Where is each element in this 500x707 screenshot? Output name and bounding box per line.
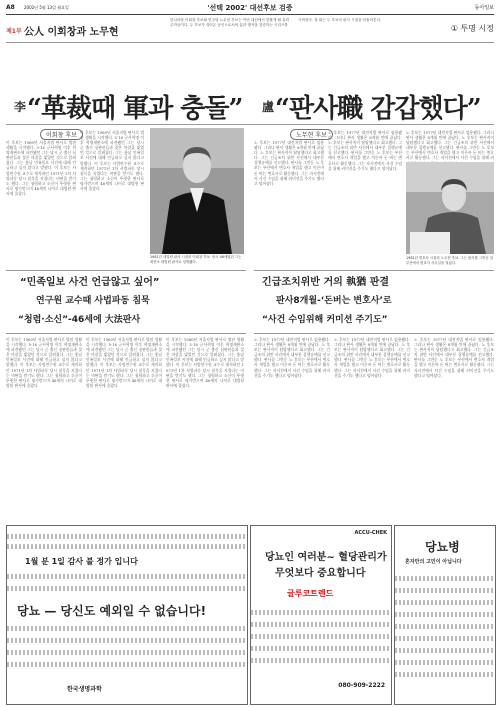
page-number: A8 <box>6 4 15 11</box>
divider <box>254 333 494 334</box>
divider <box>6 42 494 43</box>
right-subhead-1: 긴급조치위반 거의 執猶 판결 <box>262 277 390 288</box>
right-prefix: 盧 <box>262 100 274 114</box>
issue-date: 2002년 5월 13일 월요일 <box>24 5 69 10</box>
left-subhead-2: 연구원 교수때 사법파동 침묵 <box>36 296 150 306</box>
left-prefix: 李 <box>14 100 26 114</box>
left-article-col1: 이 후보는 1960년 서울지법 판사로 법관 생활을 시작했다. 5·16 군사혁명 이후 혁명재판소에 파견됐던 그는 당시 군 출신 심판관들과 잦은 마찰을 빚었던 것으로 알려졌다. 그는 훗날 민족일보 사건에 대해 언급하고 싶지 않다고 말했다. 이 후보는 사법연수원 교수로 재직하던 1971년 1차 사법파동 당시 침묵을 지켰다는 비판을 받기도 했다. 그는 청렴하고 소신이 뚜렷한 판사로 평가받으며 46세의 나이로 대법원 판사에 올랐다. <box>6 140 76 196</box>
ad-accu-chek[interactable] <box>250 525 392 705</box>
left-subhead-3: “청렴·소신”-46세에 大法판사 <box>18 315 141 325</box>
left-candidate-label: 이회창 후보 <box>40 129 83 140</box>
right-article-col1: 노 후보는 1977년 대전지법 판사로 임용됐다. 그러나 판사 생활은 8개월 만에 끝났다. 노 후보는 판사직이 답답했다고 회고했다. 그는 긴급조치 위반 사건에서 대부분 집행유예를 선고했다. 판사를 그만둔 노 후보는 부산에서 변호사 개업을 했고 이른바 돈 버는 변호사로 활동했다. 그는 자서전에서 사건 수임을 위해 커미션을 주기도 했다고 털어놨다. <box>254 140 324 186</box>
series-topic: ① 투명 시정 <box>450 24 494 33</box>
right-headline: $^盧$“판사職 감갑했다” <box>262 94 481 124</box>
left-article-col2: 이 후보는 1960년 서울지법 판사로 법관 생활을 시작했다. 5·16 군사혁명 이후 혁명재판소에 파견됐던 그는 당시 군 출신 심판관들과 잦은 마찰을 빚었던 것으로 알려졌다. 그는 훗날 민족일보 사건에 대해 언급하고 싶지 않다고 말했다. 이 후보는 사법연수원 교수로 재직하던 1971년 1차 사법파동 당시 침묵을 지켰다는 비판을 받기도 했다. 그는 청렴하고 소신이 뚜렷한 판사로 평가받으며 46세의 나이로 대법원 판사에 올랐다. <box>80 130 144 192</box>
right-subhead-3: “사건 수임위해 커미션 주기도” <box>262 315 388 325</box>
left-photo-caption: 1981년 대법원 판사 시절의 이회창 후보. 당시 46세였던 그는 최연소 대법원 판사로 임명됐다. <box>150 255 242 264</box>
lead-paragraph: 한나라당 이회창 후보와 민주당 노무현 후보는 이번 대선에서 맞붙게 될 유력 주자들이다. 두 후보가 걸어온 공인으로서의 삶과 행적을 검증하는 시리즈를 시작한다. 첫 회는 두 후보의 판사 시절을 되돌아본다. <box>170 18 382 28</box>
ad1-company: 한국생명과학 <box>67 686 102 693</box>
right-article-col5: 노 후보는 1977년 대전지법 판사로 임용됐다. 그러나 판사 생활은 8개월 만에 끝났다. 노 후보는 판사직이 답답했다고 회고했다. 그는 긴급조치 위반 사건에서 대부분 집행유예를 선고했다. 판사를 그만둔 노 후보는 부산에서 변호사 개업을 했고 이른바 돈 버는 변호사로 활동했다. 그는 자서전에서 사건 수임을 위해 커미션을 주기도 했다고 털어놨다. <box>334 337 410 378</box>
ad2-product: 글루코트렌드 <box>287 589 334 598</box>
ad1-line1: 1월 분 1일 감사 불 정가 입니다 <box>25 557 138 566</box>
divider <box>254 270 494 271</box>
ad2-line1: 당뇨인 여러분~ 혈당관리가 <box>265 552 387 563</box>
right-subhead-2: 판사8개월-‘돈버는 변호사’로 <box>276 296 392 306</box>
right-article-col6: 노 후보는 1977년 대전지법 판사로 임용됐다. 그러나 판사 생활은 8개월 만에 끝났다. 노 후보는 판사직이 답답했다고 회고했다. 그는 긴급조치 위반 사건에서 대부분 집행유예를 선고했다. 판사를 그만둔 노 후보는 부산에서 변호사 개업을 했고 이른바 돈 버는 변호사로 활동했다. 그는 자서전에서 사건 수임을 위해 커미션을 주기도 했다고 털어놨다. <box>414 337 494 378</box>
left-candidate-photo <box>150 128 244 254</box>
ad2-brand: ACCU-CHEK <box>354 530 387 536</box>
ad2-line2: 무엇보다 중요합니다 <box>275 568 366 579</box>
ad1-line2: 당뇨 — 당신도 예외일 수 없습니다! <box>17 604 207 618</box>
right-photo-caption: 1981년 변호사 시절의 노무현 후보. 그는 판사를 그만둔 뒤 부산에서 변호사 사무실을 열었다. <box>406 256 494 265</box>
divider <box>6 333 246 334</box>
right-article-col2: 노 후보는 1977년 대전지법 판사로 임용됐다. 그러나 판사 생활은 8개월 만에 끝났다. 노 후보는 판사직이 답답했다고 회고했다. 그는 긴급조치 위반 사건에서 대부분 집행유예를 선고했다. 판사를 그만둔 노 후보는 부산에서 변호사 개업을 했고 이른바 돈 버는 변호사로 활동했다. 그는 자서전에서 사건 수임을 위해 커미션을 주기도 했다고 털어놨다. <box>328 130 402 171</box>
left-article-col4: 이 후보는 1960년 서울지법 판사로 법관 생활을 시작했다. 5·16 군사혁명 이후 혁명재판소에 파견됐던 그는 당시 군 출신 심판관들과 잦은 마찰을 빚었던 것으로 알려졌다. 그는 훗날 민족일보 사건에 대해 언급하고 싶지 않다고 말했다. 이 후보는 사법연수원 교수로 재직하던 1971년 1차 사법파동 당시 침묵을 지켰다는 비판을 받기도 했다. 그는 청렴하고 소신이 뚜렷한 판사로 평가받으며 46세의 나이로 대법원 판사에 올랐다. <box>86 337 162 388</box>
series-number: 제1부 <box>6 28 22 35</box>
left-subhead-1: “민족일보 사건 언급않고 싶어” <box>20 277 160 288</box>
ad-diabetes-2[interactable] <box>394 525 496 705</box>
left-headline: $^李$“革裁때 軍과 충돌” <box>14 94 243 124</box>
right-article-col4: 노 후보는 1977년 대전지법 판사로 임용됐다. 그러나 판사 생활은 8개월 만에 끝났다. 노 후보는 판사직이 답답했다고 회고했다. 그는 긴급조치 위반 사건에서 대부분 집행유예를 선고했다. 판사를 그만둔 노 후보는 부산에서 변호사 개업을 했고 이른바 돈 버는 변호사로 활동했다. 그는 자서전에서 사건 수임을 위해 커미션을 주기도 했다고 털어놨다. <box>254 337 330 378</box>
right-candidate-photo <box>406 162 494 254</box>
ad3-subtitle: 혼자만의 고민이 아닙니다 <box>405 559 462 565</box>
ad2-phone: 080-909-2222 <box>338 682 385 689</box>
left-article-col3: 이 후보는 1960년 서울지법 판사로 법관 생활을 시작했다. 5·16 군사혁명 이후 혁명재판소에 파견됐던 그는 당시 군 출신 심판관들과 잦은 마찰을 빚었던 것으로 알려졌다. 그는 훗날 민족일보 사건에 대해 언급하고 싶지 않다고 말했다. 이 후보는 사법연수원 교수로 재직하던 1971년 1차 사법파동 당시 침묵을 지켰다는 비판을 받기도 했다. 그는 청렴하고 소신이 뚜렷한 판사로 평가받으며 46세의 나이로 대법원 판사에 올랐다. <box>6 337 82 388</box>
left-article-col5: 이 후보는 1960년 서울지법 판사로 법관 생활을 시작했다. 5·16 군사혁명 이후 혁명재판소에 파견됐던 그는 당시 군 출신 심판관들과 잦은 마찰을 빚었던 것으로 알려졌다. 그는 훗날 민족일보 사건에 대해 언급하고 싶지 않다고 말했다. 이 후보는 사법연수원 교수로 재직하던 1971년 1차 사법파동 당시 침묵을 지켰다는 비판을 받기도 했다. 그는 청렴하고 소신이 뚜렷한 판사로 평가받으며 46세의 나이로 대법원 판사에 올랐다. <box>166 337 244 388</box>
divider <box>6 124 494 125</box>
right-article-col3: 노 후보는 1977년 대전지법 판사로 임용됐다. 그러나 판사 생활은 8개월 만에 끝났다. 노 후보는 판사직이 답답했다고 회고했다. 그는 긴급조치 위반 사건에서 대부분 집행유예를 선고했다. 판사를 그만둔 노 후보는 부산에서 변호사 개업을 했고 이른바 돈 버는 변호사로 활동했다. 그는 자서전에서 사건 수임을 위해 커 <box>406 130 494 161</box>
page-header <box>6 3 494 15</box>
newspaper-name: 동아일보 <box>474 5 494 11</box>
ad3-title: 당뇨병 <box>425 540 460 554</box>
divider <box>6 270 246 271</box>
section-title: '선택 2002' 대선후보 검증 <box>207 4 293 12</box>
right-candidate-label: 노무현 후보 <box>290 129 333 140</box>
series-title: 公人 이회창과 노무현 <box>24 27 119 38</box>
ad-diabetes-1[interactable] <box>6 525 248 705</box>
